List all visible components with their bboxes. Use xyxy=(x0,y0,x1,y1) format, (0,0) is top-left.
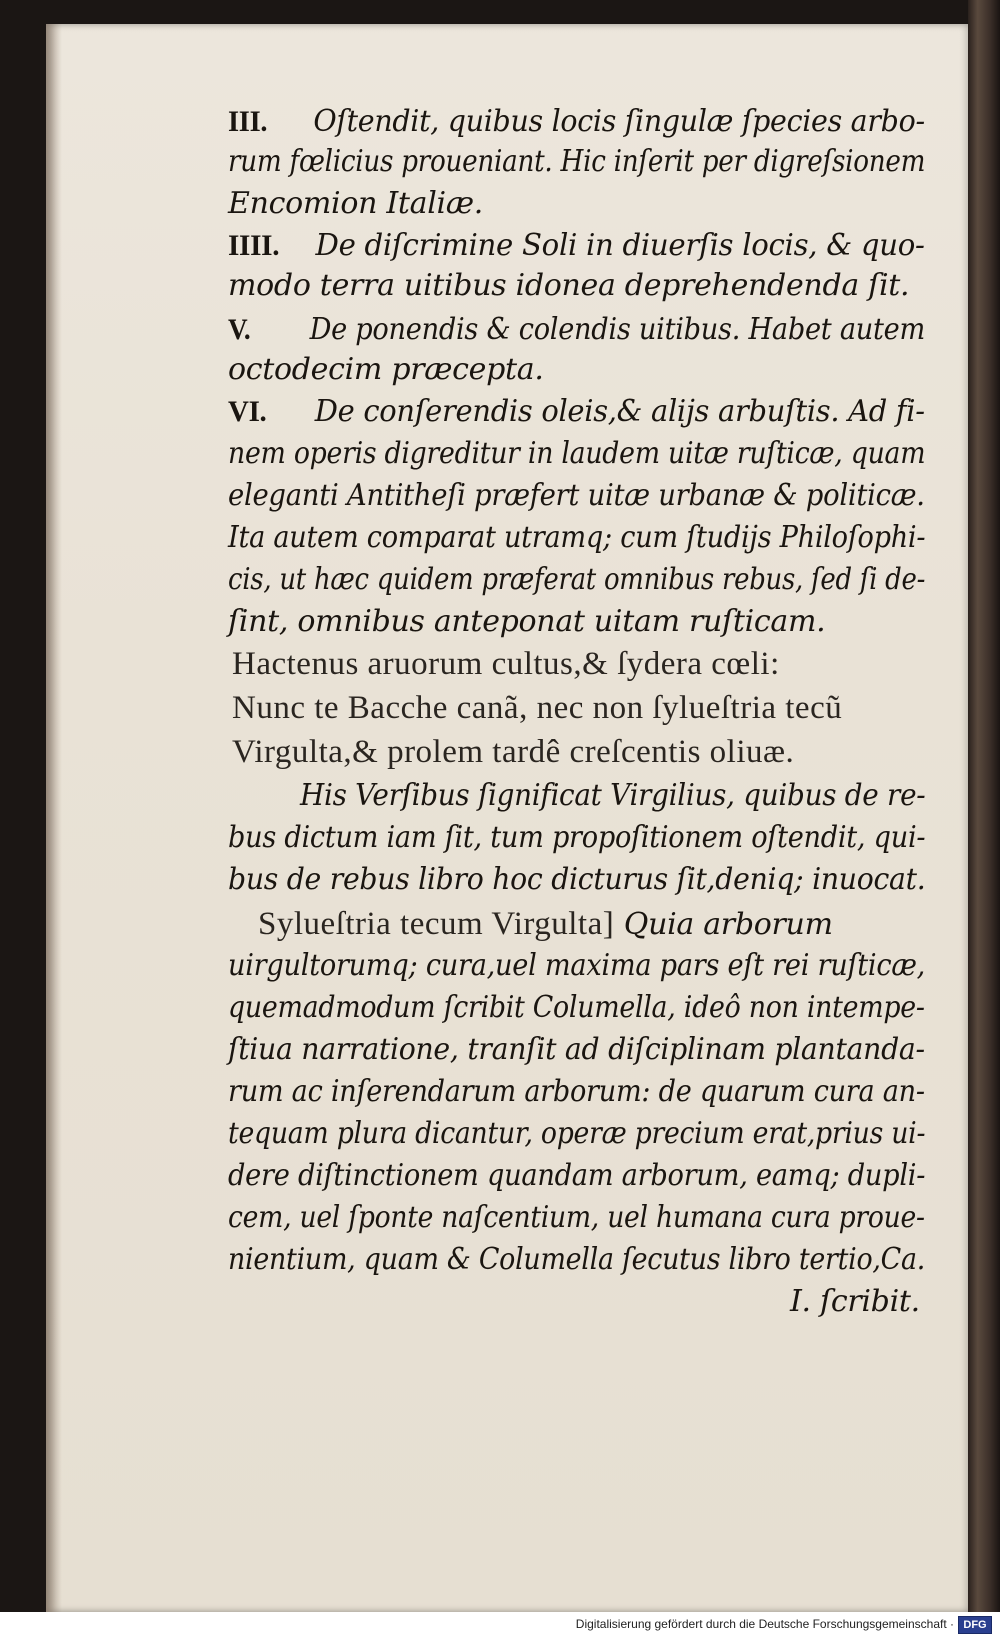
text-line-8 xyxy=(228,394,925,430)
line-text: rum ac inſerendarum arborum: de quarum cura an‑ xyxy=(228,1074,925,1109)
verse-text: Hactenus aruorum cultus,& ſydera cœli: xyxy=(232,646,780,682)
line-text: cem, uel ſponte naſcentium, uel humana cura proue‑ xyxy=(228,1200,925,1235)
line-text: De diſcrimine Soli in diuerſis locis, & quo‑ xyxy=(315,228,925,263)
verse-line-1 xyxy=(232,646,780,682)
text-line-1 xyxy=(228,104,925,140)
text-line-23 xyxy=(228,1032,925,1068)
footer-credit: Digitalisierung gefördert durch die Deutsche Forschungsgemeinschaft · xyxy=(575,1617,954,1631)
section-number: V. xyxy=(228,313,251,346)
text-line-21 xyxy=(228,948,925,984)
verse-line-3 xyxy=(232,734,794,770)
section-number: IIII. xyxy=(228,229,280,262)
text-line-27 xyxy=(228,1200,925,1236)
lemma-text: Sylueſtria tecum Virgulta] xyxy=(258,906,615,942)
text-line-7 xyxy=(228,352,544,388)
text-line-6 xyxy=(228,312,925,348)
line-text: Encomion Italiæ. xyxy=(228,186,483,221)
line-text: octodecim præcepta. xyxy=(228,352,544,387)
dfg-logo: DFG xyxy=(958,1616,992,1634)
text-line-10 xyxy=(228,478,925,514)
text-line-12 xyxy=(228,562,925,598)
line-text: uirgultorumq; cura,uel maxima pars eſt rei ruſticæ, xyxy=(228,948,925,983)
text-line-24 xyxy=(228,1074,925,1110)
text-line-20 xyxy=(258,906,833,943)
text-line-3 xyxy=(228,186,483,222)
line-text: Oſtendit, quibus locis ſingulæ ſpecies arbo‑ xyxy=(313,104,925,139)
verse-line-2 xyxy=(232,690,842,726)
text-line-26 xyxy=(228,1158,925,1194)
line-text: nientium, quam & Columella ſecutus libro tertio,Ca. xyxy=(228,1242,925,1277)
line-text: modo terra uitibus idonea deprehendenda ſit. xyxy=(228,268,910,303)
digitization-footer xyxy=(0,1612,1000,1638)
text-line-28 xyxy=(228,1242,925,1278)
text-line-4 xyxy=(228,228,925,264)
line-text: dere diſtinctionem quandam arborum, eamq; dupli‑ xyxy=(228,1158,926,1193)
line-text: ſint, omnibus anteponat uitam ruſticam. xyxy=(228,604,826,639)
line-text: bus de rebus libro hoc dicturus ſit,deniq; inuocat. xyxy=(228,862,926,897)
line-text: Quia arborum xyxy=(623,907,833,942)
line-text: tequam plura dicantur, operæ precium erat,prius ui‑ xyxy=(228,1116,926,1151)
text-line-19 xyxy=(228,862,925,898)
line-text: I. ſcribit. xyxy=(790,1284,920,1319)
section-number: VI. xyxy=(228,395,267,428)
line-text: ſtiua narratione, tranſit ad diſciplinam plantanda‑ xyxy=(228,1032,925,1067)
text-line-2 xyxy=(228,144,925,180)
text-line-22 xyxy=(228,990,925,1026)
line-text: His Verſibus ſignificat Virgilius, quibus de re‑ xyxy=(300,778,926,813)
text-line-9 xyxy=(228,436,925,472)
line-text: quemadmodum ſcribit Columella, ideô non intempe‑ xyxy=(228,990,925,1025)
line-text: nem operis digreditur in laudem uitæ ruſticæ, quam xyxy=(228,436,926,471)
line-text: cis, ut hæc quidem præferat omnibus rebus, ſed ſi de‑ xyxy=(228,562,926,597)
text-line-17 xyxy=(300,778,925,814)
verse-text: Nunc te Bacche canã, nec non ſylueſtria tecũ xyxy=(232,690,843,726)
text-line-11 xyxy=(228,520,925,556)
line-text: De conſerendis oleis,& alijs arbuſtis. Ad fi‑ xyxy=(314,394,925,429)
text-line-13 xyxy=(228,604,825,640)
line-text: rum fœlicius proueniant. Hic inſerit per digreſsionem xyxy=(228,144,926,179)
line-text: De ponendis & colendis uitibus. Habet autem xyxy=(309,312,925,347)
line-text: Ita autem comparat utramq; cum ſtudijs Philoſophi‑ xyxy=(228,520,926,555)
text-line-5 xyxy=(228,268,909,304)
text-line-29 xyxy=(790,1284,920,1320)
line-text: eleganti Antitheſi præfert uitæ urbanæ & politicæ. xyxy=(228,478,925,513)
section-number: III. xyxy=(228,105,268,138)
text-line-18 xyxy=(228,820,925,856)
text-line-25 xyxy=(228,1116,925,1152)
verse-text: Virgulta,& prolem tardê creſcentis oliuæ. xyxy=(232,734,795,770)
line-text: bus dictum iam ſit, tum propoſitionem oſtendit, qui‑ xyxy=(228,820,926,855)
